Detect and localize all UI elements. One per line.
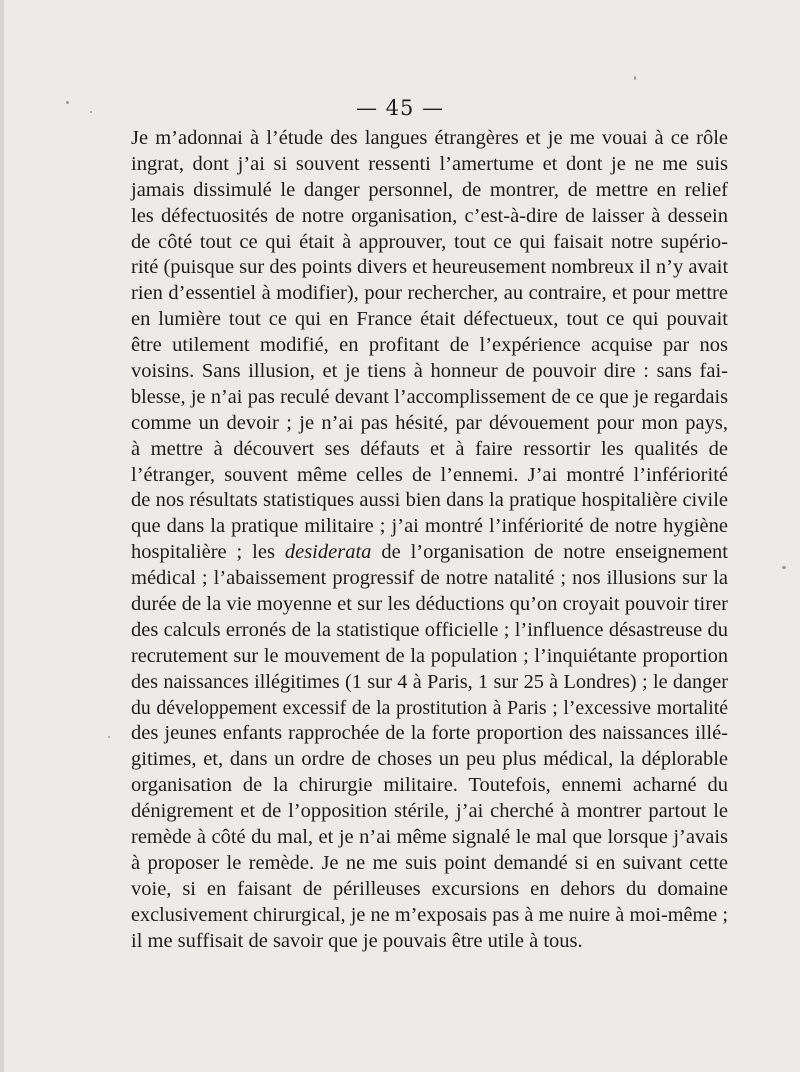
- text-line: des naissances illégitimes (1 sur 4 à Paris, 1 sur 25 à Londres) ; le danger: [131, 670, 728, 693]
- body-text: [131, 126, 728, 955]
- paper-speck: [634, 76, 636, 80]
- text-line: rité (puisque sur des points divers et heureusement nombreux il n’y avait: [131, 256, 729, 279]
- page-edge: [0, 0, 4, 1072]
- text-line: à mettre à découvert ses défauts et à faire ressortir les qualités de: [131, 437, 728, 460]
- paper-speck: [108, 736, 110, 738]
- text-line: remède à côté du mal, et je n’ai même signalé le mal que lorsque j’avais: [131, 826, 728, 849]
- text-line: les défectuosités de notre organisation, c’est-à-dire de laisser à dessein: [131, 204, 728, 227]
- text-line: des jeunes enfants rapprochée de la forte proportion des naissances illé-: [131, 722, 728, 745]
- text-line: médical ; l’abaissement progressif de notre natalité ; nos illusions sur la: [131, 567, 728, 590]
- paper-speck: [90, 111, 92, 113]
- text-line: organisation de la chirurgie militaire. Toutefois, ennemi acharné du: [131, 774, 728, 797]
- text-line: rien d’essentiel à modifier), pour rechercher, au contraire, et pour mettre: [131, 282, 728, 305]
- text-line: ingrat, dont j’ai si souvent ressenti l’amertume et dont je ne me suis: [131, 152, 728, 175]
- text-line: [131, 540, 728, 566]
- text-line: Je m’adonnai à l’étude des langues étrangères et je me vouai à ce rôle: [131, 127, 728, 149]
- text-line: en lumière tout ce qui en France était défectueux, tout ce qui pouvait: [131, 308, 728, 331]
- text-line: exclusivement chirurgical, je ne m’exposais pas à me nuire à moi-même ;: [131, 903, 728, 926]
- text-line: à proposer le remède. Je ne me suis point demandé si en suivant cette: [131, 851, 728, 874]
- text-line: jamais dissimulé le danger personnel, de montrer, de mettre en relief: [131, 178, 728, 201]
- text-line: que dans la pratique militaire ; j’ai montré l’infériorité de notre hygiène: [131, 515, 728, 538]
- text-line: de nos résultats statistiques aussi bien dans la pratique hospitalière civile: [131, 489, 728, 512]
- paper-speck: [782, 566, 786, 569]
- text-line: blesse, je n’ai pas reculé devant l’accomplissement de ce que je regardais: [131, 385, 728, 408]
- italic-term: desiderata: [284, 541, 372, 564]
- text-line: des calculs erronés de la statistique officielle ; l’influence désastreuse du: [131, 618, 728, 641]
- text-line: être utilement modifié, en profitant de l’expérience acquise par nos: [131, 334, 728, 357]
- text-line: l’étranger, souvent même celles de l’ennemi. J’ai montré l’infériorité: [131, 463, 728, 486]
- paper-speck: [66, 101, 69, 104]
- text-line: voie, si en faisant de périlleuses excursions en dehors du domaine: [131, 877, 728, 900]
- page-number: — 45 —: [355, 96, 445, 120]
- text-line: voisins. Sans illusion, et je tiens à honneur de pouvoir dire : sans fai-: [131, 360, 728, 383]
- text-line: de côté tout ce qui était à approuver, tout ce qui faisait notre supério-: [131, 230, 728, 253]
- text-line: durée de la vie moyenne et sur les déductions qu’on croyait pouvoir tirer: [131, 593, 728, 616]
- text-line: du développement excessif de la prostitution à Paris ; l’excessive mortalité: [131, 696, 728, 719]
- text-segment: hospitalière ; les: [131, 541, 275, 564]
- text-line: comme un devoir ; je n’ai pas hésité, par dévouement pour mon pays,: [131, 411, 728, 434]
- text-line: dénigrement et de l’opposition stérile, j’ai cherché à montrer partout le: [131, 800, 728, 823]
- text-line: recrutement sur le mouvement de la population ; l’inquiétante proportion: [131, 644, 728, 667]
- text-line: gitimes, et, dans un ordre de choses un peu plus médical, la déplorable: [131, 748, 728, 771]
- text-line: il me suffisait de savoir que je pouvais être utile à tous.: [131, 929, 583, 952]
- text-segment: de l’organisation de notre enseignement: [381, 541, 729, 564]
